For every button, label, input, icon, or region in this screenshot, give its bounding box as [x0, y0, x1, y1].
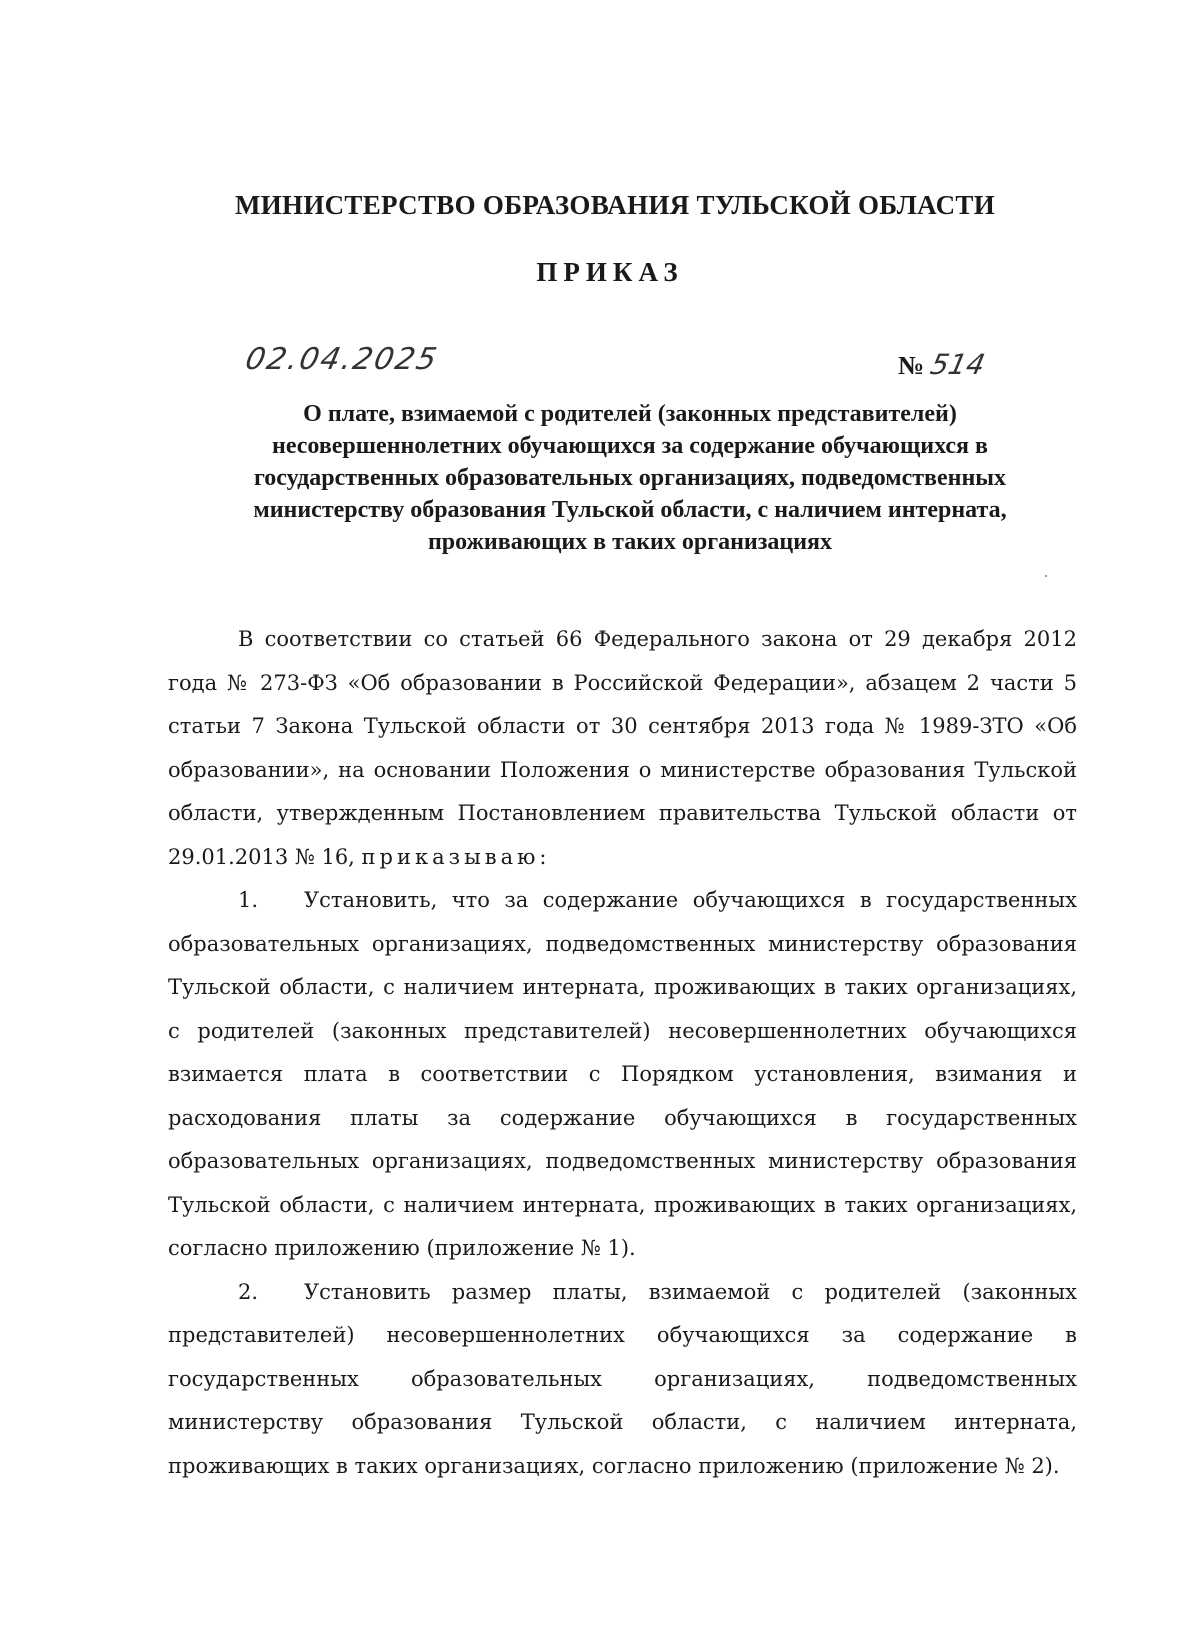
- order-number: [898, 348, 988, 381]
- list-item: [168, 1271, 1077, 1489]
- number-label: №: [898, 351, 925, 380]
- document-body: [168, 618, 1077, 1488]
- list-item: [168, 879, 1077, 1271]
- item-text: Установить, что за содержание обучающихся в государственных образовательных организациях, подведомственных министерству образования Тульской области, с наличием интерната, проживающих в таких организациях, с родителей (законных представителей) несовершеннолетних обучающихся взимается плата в соответствии с Порядком установления, взимания и расходования платы за содержание обучающихся в государственных образовательных организациях, подведомственных министерству образования Тульской области, с наличием интерната, проживающих в таких организациях, согласно приложению (приложение № 1).: [168, 888, 1077, 1260]
- order-word: приказываю:: [361, 844, 551, 869]
- item-text: Установить размер платы, взимаемой с родителей (законных представителей) несовершеннолетних обучающихся за содержание в государственных образовательных организациях, подведомственных министерству образования Тульской области, с наличием интерната, проживающих в таких организациях, согласно приложению (приложение № 2).: [168, 1279, 1077, 1478]
- ministry-heading: МИНИСТЕРСТВО ОБРАЗОВАНИЯ ТУЛЬСКОЙ ОБЛАСТИ: [234, 190, 996, 220]
- handwritten-date: 02.04.2025: [242, 342, 442, 377]
- scan-speck: [1045, 575, 1047, 577]
- preamble-text: В соответствии со статьей 66 Федерального закона от 29 декабря 2012 года № 273-ФЗ «Об образовании в Российской Федерации», абзацем 2 части 5 статьи 7 Закона Тульской области от 30 сентября 2013 года № 1989-ЗТО «Об образовании», на основании Положения о министерстве образования Тульской области, утвержденным Постановлением правительства Тульской области от 29.01.2013 № 16,: [168, 627, 1077, 869]
- document-title: О плате, взимаемой с родителей (законных представителей) несовершеннолетних обучающихся за содержание обучающихся в государственных образовательных организациях, подведомственных министерству образования Тульской области, с наличием интерната, проживающих в таких организациях: [253, 401, 1007, 555]
- item-number: 1.: [238, 888, 259, 912]
- preamble-paragraph: [168, 618, 1077, 879]
- item-number: 2.: [238, 1279, 259, 1304]
- handwritten-number: 514: [927, 348, 988, 381]
- document-type-heading: ПРИКАЗ: [536, 257, 684, 287]
